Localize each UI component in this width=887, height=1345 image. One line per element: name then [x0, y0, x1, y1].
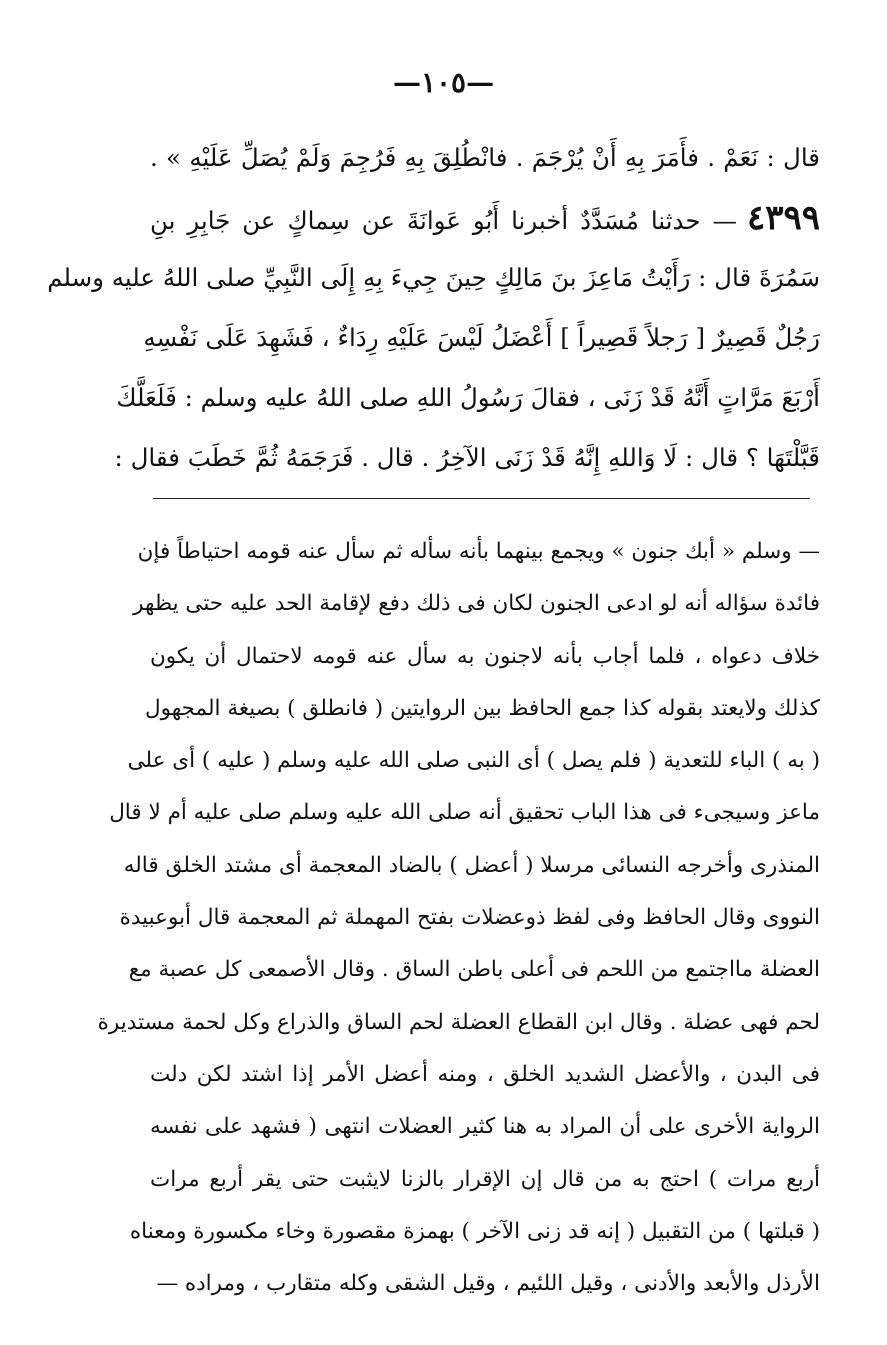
hadith-line: رَجُلٌ قَصِيرٌ [ رَجلاً قَصِيراً ] أَعْضَلُ لَيْسَ عَلَيْهِ رِدَاءٌ ، فَشَهِدَ عَلَى نَفْسِهِ — [143, 323, 820, 352]
page-number: —١٠٥— — [392, 66, 495, 99]
hadith-line: قَبَّلْتَهَا ؟ قال : لَا وَاللهِ إِنَّهُ قَدْ زَنَى الآخِرُ . قال . فَرَجَمَهُ ثُمَّ خَطَبَ فقال : — [114, 443, 820, 472]
commentary-line: فى البدن ، والأعضل الشديد الخلق ، ومنه أعضل الأمر إذا اشتد لكن دلت — [150, 1061, 820, 1087]
commentary-line: ( به ) الباء للتعدية ( فلم يصل ) أى النبى صلى الله عليه وسلم ( عليه ) أى على — [127, 748, 820, 774]
commentary-line: الأرذل والأبعد والأدنى ، وقيل اللئيم ، وقيل الشقى وكله متقارب ، ومراده — — [156, 1271, 820, 1297]
commentary-line: الرواية الأخرى على أن المراد به هنا كثير العضلات انتهى ( فشهد على نفسه — [150, 1114, 820, 1140]
commentary-line: فائدة سؤاله أنه لو ادعى الجنون لكان فى ذلك دفع لإقامة الحد عليه حتى يظهر — [133, 591, 820, 617]
hadith-line-text: — حدثنا مُسَدَّدٌ أخبرنا أَبُو عَوانَةَ عن سِماكٍ عن جَابِرِ بنِ — [150, 206, 737, 235]
hadith-line — [150, 188, 820, 248]
commentary-line: النووى وقال الحافظ وفى لفظ ذوعضلات بفتح المهملة ثم المعجمة قال أبوعبيدة — [119, 905, 820, 931]
commentary-line: العضلة مااجتمع من اللحم فى أعلى باطن الساق . وقال الأصمعى كل عصبة مع — [128, 957, 820, 983]
commentary-line: المنذرى وأخرجه النسائى مرسلا ( أعضل ) بالضاد المعجمة أى مشتد الخلق قاله — [123, 852, 820, 878]
commentary-line: أربع مرات ) احتج به من قال إن الإقرار بالزنا لايثبت حتى يقر أربع مرات — [150, 1166, 820, 1192]
hadith-number: ٤٣٩٩ — [746, 198, 820, 238]
commentary-line: — وسلم « أبك جنون » ويجمع بينهما بأنه سأله ثم سأل عنه قومه احتياطاً فإن — [137, 539, 820, 564]
commentary-line: لحم فهى عضلة . وقال ابن القطاع العضلة لحم الساق والذراع وكل لحمة مستديرة — [97, 1009, 820, 1035]
commentary-text — [97, 526, 820, 1310]
hadith-text — [47, 128, 820, 488]
commentary-line: ( قبلتها ) من التقبيل ( إنه قد زنى الآخر ) بهمزة مقصورة وخاء مكسورة ومعناه — [129, 1218, 820, 1244]
hadith-line: سَمُرَةَ قال : رَأَيْتُ مَاعِزَ بنَ مَالِكٍ حِينَ جِيءَ بِهِ إِلَى النَّبِيِّ صلى اللهُ عليه وسلم — [47, 263, 820, 292]
section-divider — [153, 498, 810, 499]
commentary-line: خلاف دعواه ، فلما أجاب بأنه لاجنون به سأل عنه قومه لاحتمال أن يكون — [150, 643, 820, 669]
hadith-line: أَرْبَعَ مَرَّاتٍ أَنَّهُ قَدْ زَنَى ، فقالَ رَسُولُ اللهِ صلى اللهُ عليه وسلم : فَلَعَلَّكَ — [116, 383, 820, 412]
hadith-line: قال : نَعَمْ . فأَمَرَ بِهِ أَنْ يُرْجَمَ . فانْطُلِقَ بِهِ فَرُجِمَ وَلَمْ يُصَلِّ عَلَيْهِ » . — [150, 143, 820, 172]
commentary-line: ماعز وسيجىء فى هذا الباب تحقيق أنه صلى الله عليه وسلم صلى عليه أم لا قال — [109, 800, 820, 826]
commentary-line: كذلك ولايعتد بقوله كذا جمع الحافظ بين الروايتين ( فانطلق ) بصيغة المجهول — [145, 695, 820, 721]
